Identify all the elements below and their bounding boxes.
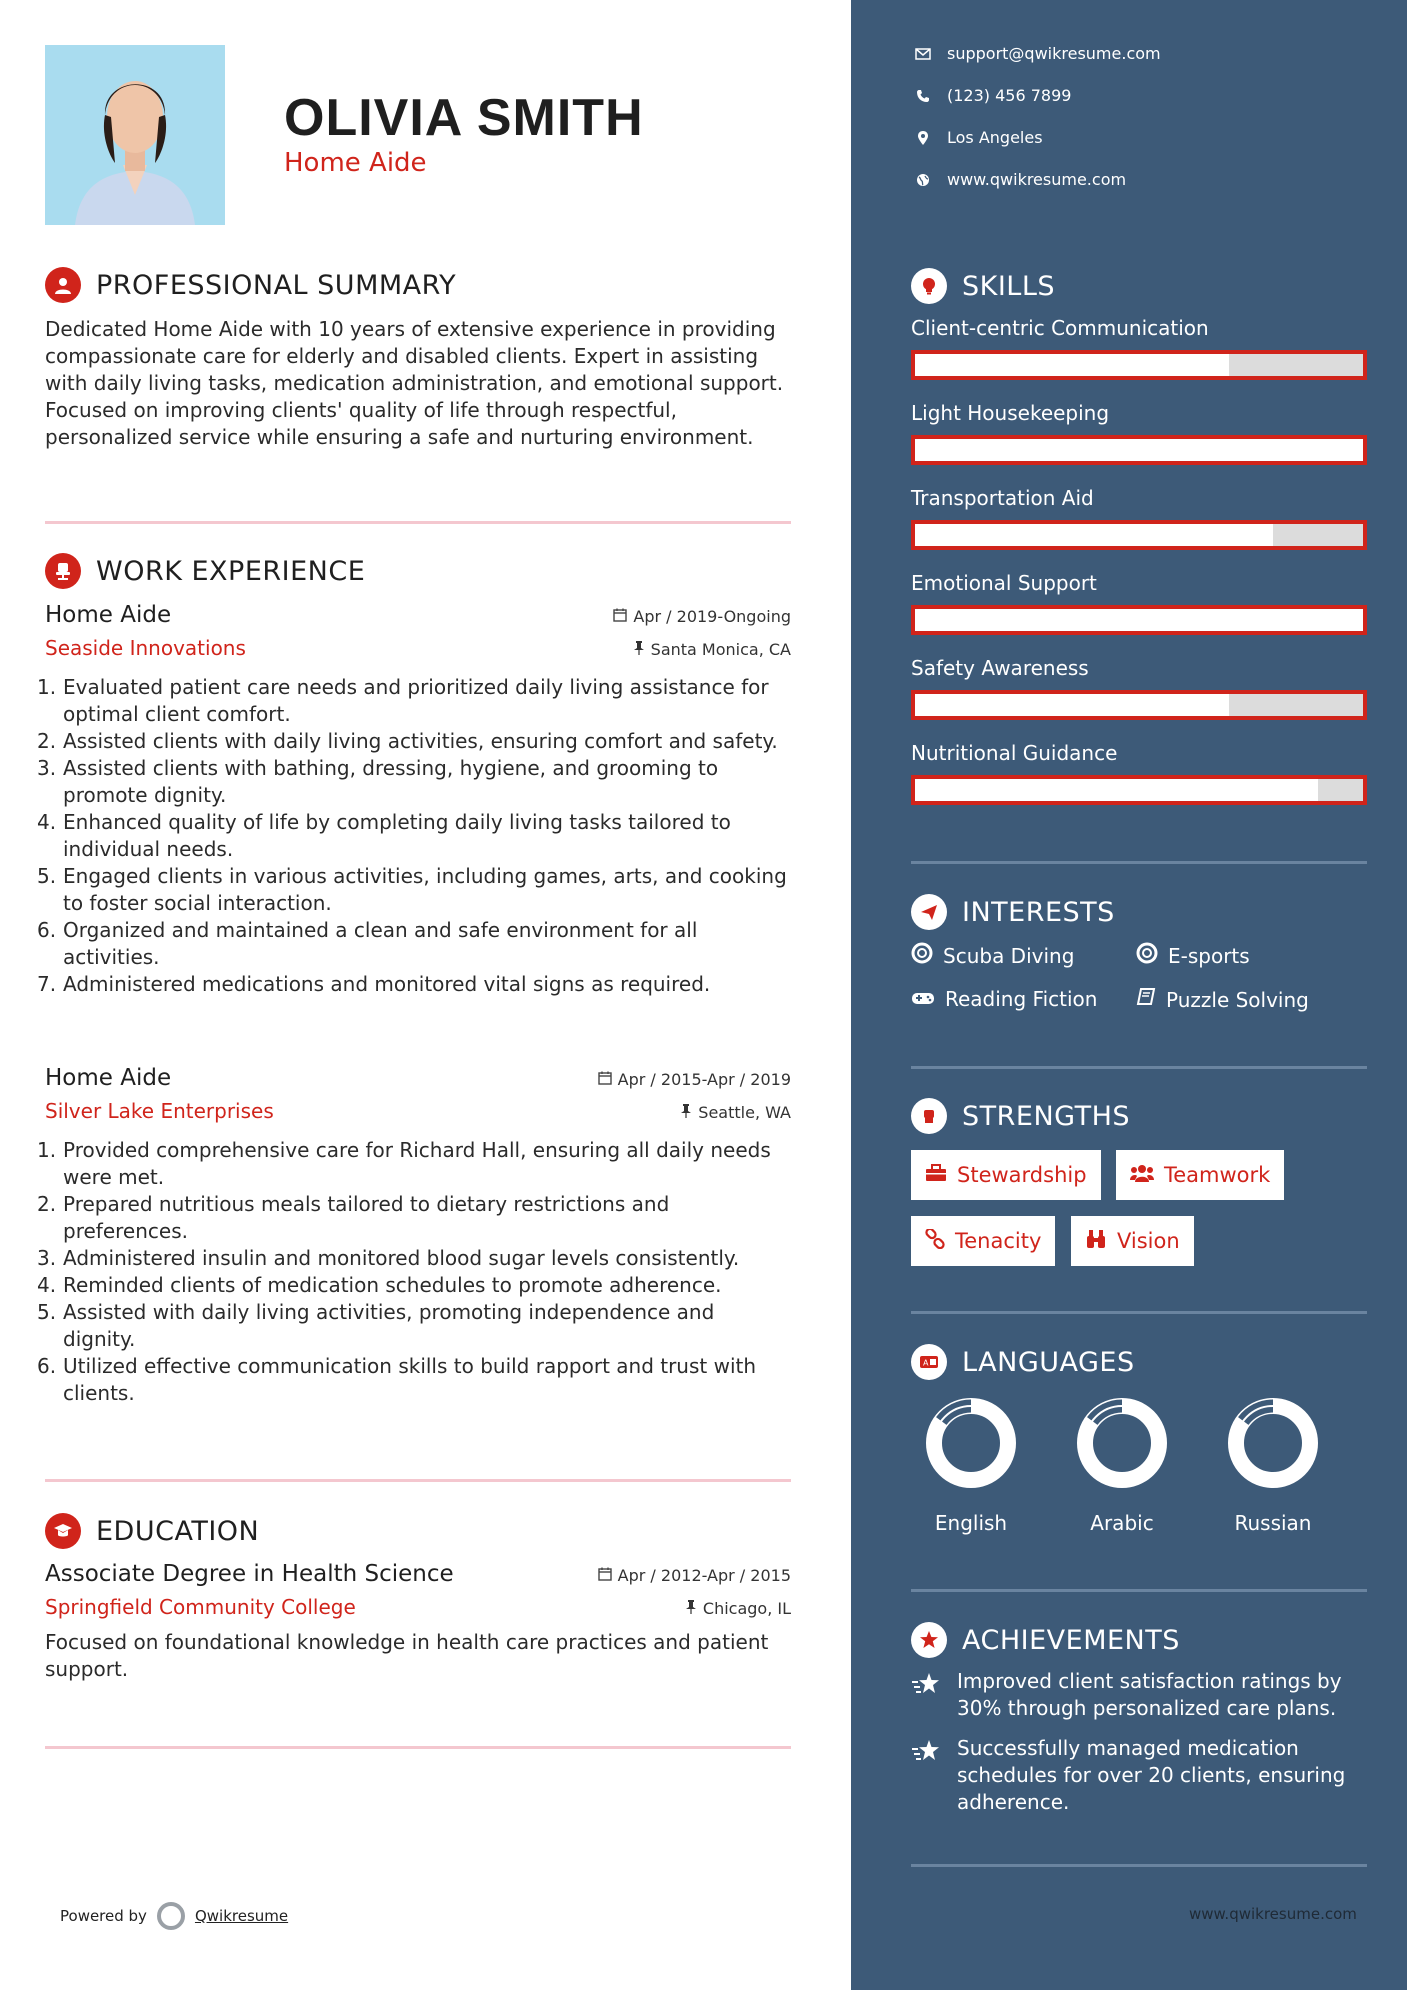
job-company: Silver Lake Enterprises (45, 1099, 274, 1123)
globe-icon (911, 173, 935, 187)
achievement-item (911, 1735, 1371, 1816)
job-duties-list (37, 1137, 791, 1407)
skill-bar (911, 520, 1367, 550)
list-item: 6. Organized and maintained a clean and safe environment for all activities. (37, 918, 698, 969)
language-item (1213, 1393, 1333, 1535)
pin-icon (685, 1599, 697, 1618)
achievement-item (911, 1668, 1371, 1722)
section-divider (45, 521, 791, 524)
education-section-header (45, 1513, 259, 1549)
interest-item (911, 942, 1074, 969)
strength-badge (1071, 1216, 1194, 1266)
pin-icon (680, 1103, 692, 1122)
job-duties-list (37, 674, 791, 998)
powered-by (60, 1902, 288, 1930)
skill-item (911, 656, 1367, 720)
lightbulb-icon (911, 268, 947, 304)
strength-badge (911, 1216, 1055, 1266)
skill-label: Light Housekeeping (911, 401, 1110, 425)
language-name: Arabic (1090, 1511, 1154, 1535)
star-icon (911, 1735, 945, 1816)
language-item (1062, 1393, 1182, 1535)
paper-plane-icon (911, 894, 947, 930)
education-location-text: Chicago, IL (702, 1599, 791, 1618)
section-divider (45, 1479, 791, 1482)
website-text: www.qwikresume.com (947, 170, 1127, 189)
lifebuoy-icon (1136, 942, 1158, 969)
strengths-heading: STRENGTHS (962, 1100, 1131, 1132)
list-item: 1. Provided comprehensive care for Richard Hall, ensuring all daily needs were met. (37, 1138, 771, 1189)
skill-bar (911, 435, 1367, 465)
list-item: 7. Administered medications and monitored vital signs as required. (37, 972, 711, 996)
skill-bar (911, 350, 1367, 380)
sidebar (851, 0, 1407, 1990)
svg-text:A: A (923, 1358, 929, 1368)
section-divider (911, 1864, 1367, 1867)
achievements-heading: ACHIEVEMENTS (962, 1624, 1180, 1656)
star-icon (911, 1668, 945, 1722)
translate-icon (911, 1344, 947, 1380)
job-title: Home Aide (45, 1065, 172, 1091)
list-item: 2. Assisted clients with daily living activities, ensuring comfort and safety. (37, 729, 778, 753)
contact-phone[interactable] (911, 86, 1071, 105)
skill-label: Transportation Aid (911, 486, 1094, 510)
section-divider (911, 1066, 1367, 1069)
profile-photo (45, 45, 225, 225)
list-item: 2. Prepared nutritious meals tailored to dietary restrictions and preferences. (37, 1192, 670, 1243)
list-item: 5. Engaged clients in various activities, including games, arts, and cooking to foster social interaction. (37, 864, 787, 915)
qwikresume-logo-icon (157, 1902, 185, 1930)
summary-heading: PROFESSIONAL SUMMARY (96, 269, 457, 301)
education-dates-text: Apr / 2012-Apr / 2015 (617, 1566, 791, 1585)
candidate-title: Home Aide (284, 148, 427, 178)
education-heading: EDUCATION (96, 1515, 260, 1547)
job-title: Home Aide (45, 602, 172, 628)
job-dates (613, 607, 791, 626)
experience-section-header (45, 553, 365, 589)
summary-text: Dedicated Home Aide with 10 years of extensive experience in providing compassionate care for elderly and disabled clients. Expert in assisting with daily living tasks, medication administration, and emotional support. Focused on improving clients' quality of life through respectful, personalized service while ensuring a safe and nurturing environment. (45, 317, 784, 449)
gamepad-icon (911, 987, 935, 1011)
job-dates-text: Apr / 2015-Apr / 2019 (617, 1070, 791, 1089)
lifebuoy-icon (911, 942, 933, 969)
list-item: 4. Enhanced quality of life by completing daily living tasks tailored to individual needs. (37, 810, 731, 861)
language-name: English (934, 1511, 1008, 1535)
education-dates (598, 1566, 791, 1585)
experience-heading: WORK EXPERIENCE (96, 555, 366, 587)
interest-item (1136, 942, 1250, 969)
job-entry (37, 1065, 791, 1407)
binoculars-icon (1085, 1229, 1107, 1254)
strength-label: Vision (1117, 1229, 1180, 1253)
skill-item (911, 571, 1367, 635)
language-item (911, 1393, 1031, 1535)
summary-section-header (45, 267, 456, 303)
interest-label: E-sports (1168, 943, 1250, 968)
qwikresume-link[interactable]: Qwikresume (194, 1907, 289, 1925)
map-marker-icon (911, 131, 935, 145)
book-icon (1136, 987, 1156, 1012)
job-location-text: Santa Monica, CA (650, 640, 791, 659)
skill-item (911, 486, 1367, 550)
users-icon (1130, 1163, 1154, 1187)
interest-label: Scuba Diving (943, 943, 1075, 968)
strength-label: Tenacity (955, 1229, 1042, 1253)
powered-by-label: Powered by (60, 1907, 147, 1925)
calendar-icon (598, 1566, 612, 1585)
section-divider (911, 1311, 1367, 1314)
phone-text: (123) 456 7899 (947, 86, 1072, 105)
skill-item (911, 401, 1367, 465)
skill-bar-fill (915, 609, 1363, 631)
strength-label: Teamwork (1164, 1163, 1271, 1187)
school-name: Springfield Community College (45, 1595, 356, 1619)
degree-title: Associate Degree in Health Science (45, 1561, 454, 1587)
skill-bar (911, 775, 1367, 805)
list-item: 3. Assisted clients with bathing, dressing, hygiene, and grooming to promote dignity. (37, 756, 719, 807)
languages-heading: LANGUAGES (962, 1346, 1135, 1378)
skill-bar (911, 690, 1367, 720)
strength-badge (911, 1150, 1101, 1200)
interests-heading: INTERESTS (962, 896, 1115, 928)
skill-bar-fill (915, 439, 1363, 461)
strength-label: Stewardship (957, 1163, 1087, 1187)
list-item: 1. Evaluated patient care needs and prioritized daily living assistance for optimal client comfort. (37, 675, 769, 726)
section-divider (45, 1746, 791, 1749)
achievement-text: Successfully managed medication schedules for over 20 clients, ensuring adherence. (957, 1736, 1346, 1814)
strength-badge (1116, 1150, 1284, 1200)
languages-section-header (911, 1344, 1135, 1380)
job-dates-text: Apr / 2019-Ongoing (633, 607, 791, 626)
language-donut (1072, 1393, 1172, 1493)
envelope-icon (911, 48, 935, 60)
list-item: 5. Assisted with daily living activities, promoting independence and dignity. (37, 1300, 715, 1351)
job-location (680, 1103, 791, 1122)
achievement-text: Improved client satisfaction ratings by 30% through personalized care plans. (957, 1669, 1342, 1720)
skill-bar (911, 605, 1367, 635)
pin-icon (633, 640, 645, 659)
chair-icon (45, 553, 81, 589)
achievements-section-header (911, 1622, 1180, 1658)
education-location (685, 1599, 791, 1618)
skill-item (911, 741, 1367, 805)
skill-item (911, 316, 1367, 380)
strengths-section-header (911, 1098, 1130, 1134)
language-donut (921, 1393, 1021, 1493)
section-divider (911, 861, 1367, 864)
fist-icon (911, 1098, 947, 1134)
job-location-text: Seattle, WA (698, 1103, 791, 1122)
user-icon (45, 267, 81, 303)
skill-bar-fill (915, 694, 1229, 716)
job-company: Seaside Innovations (45, 636, 246, 660)
interest-item (1136, 987, 1309, 1012)
skill-label: Safety Awareness (911, 656, 1089, 680)
footer-website[interactable]: www.qwikresume.com (1189, 1905, 1357, 1923)
skill-bar-fill (915, 524, 1273, 546)
contact-location (911, 128, 1043, 147)
calendar-icon (598, 1070, 612, 1089)
contact-email[interactable] (911, 44, 1161, 63)
phone-icon (911, 89, 935, 103)
skill-label: Client-centric Communication (911, 316, 1209, 340)
candidate-name: OLIVIA SMITH (284, 89, 644, 147)
briefcase-icon (925, 1163, 947, 1187)
list-item: 4. Reminded clients of medication schedules to promote adherence. (37, 1273, 722, 1297)
education-entry (45, 1561, 791, 1683)
language-donut (1223, 1393, 1323, 1493)
job-location (633, 640, 791, 659)
interests-section-header (911, 894, 1115, 930)
link-icon (925, 1229, 945, 1254)
skills-section-header (911, 268, 1055, 304)
calendar-icon (613, 607, 627, 626)
skill-bar-fill (915, 779, 1318, 801)
skill-label: Nutritional Guidance (911, 741, 1118, 765)
contact-website[interactable] (911, 170, 1126, 189)
email-text: support@qwikresume.com (947, 44, 1161, 63)
language-name: Russian (1234, 1511, 1312, 1535)
job-dates (598, 1070, 791, 1089)
star-badge-icon (911, 1622, 947, 1658)
job-entry (37, 602, 791, 998)
interest-label: Reading Fiction (945, 987, 1098, 1011)
graduation-cap-icon (45, 1513, 81, 1549)
list-item: 6. Utilized effective communication skills to build rapport and trust with clients. (37, 1354, 757, 1405)
education-description: Focused on foundational knowledge in health care practices and patient support. (45, 1630, 769, 1681)
skill-bar-fill (915, 354, 1229, 376)
interest-label: Puzzle Solving (1166, 987, 1309, 1012)
location-text: Los Angeles (947, 128, 1043, 147)
list-item: 3. Administered insulin and monitored blood sugar levels consistently. (37, 1246, 740, 1270)
skill-label: Emotional Support (911, 571, 1097, 595)
skills-heading: SKILLS (962, 270, 1056, 302)
section-divider (911, 1589, 1367, 1592)
interest-item (911, 987, 1097, 1011)
